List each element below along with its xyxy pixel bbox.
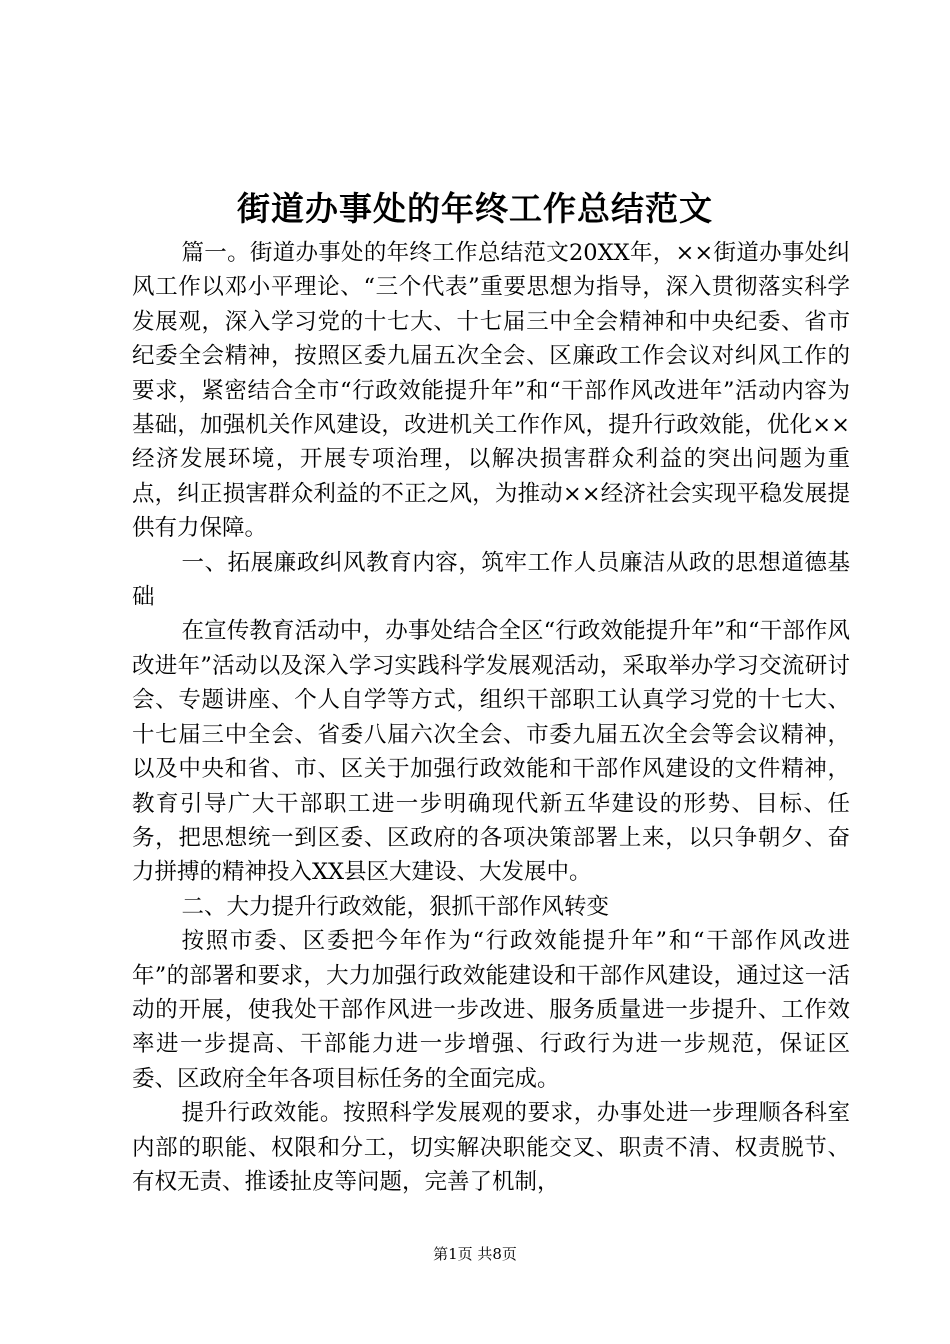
page-number-footer: 第1页 共8页 [433, 1245, 517, 1263]
document-title: 街道办事处的年终工作总结范文 [237, 189, 713, 228]
paragraph-efficiency: 提升行政效能。按照科学发展观的要求，办事处进一步理顺各科室内部的职能、权限和分工，切实解决职能交叉、职责不清、权责脱节、有权无责、推诿扯皮等问题，完善了机制， [132, 1100, 850, 1195]
paragraph-section-2: 按照市委、区委把今年作为“行政效能提升年”和“干部作风改进年”的部署和要求，大力加强行政效能建设和干部作风建设，通过这一活动的开展，使我处干部作风进一步改进、服务质量进一步提升、工作效率进一步提高、干部能力进一步增强、行政行为进一步规范，保证区委、区政府全年各项目标任务的全面完成。 [132, 928, 850, 1092]
section-heading-1: 一、拓展廉政纠风教育内容，筑牢工作人员廉洁从政的思想道德基础 [132, 549, 850, 611]
document-body [132, 236, 850, 1199]
section-heading-2: 二、大力提升行政效能，狠抓干部作风转变 [181, 893, 610, 920]
paragraph-section-1: 在宣传教育活动中，办事处结合全区“行政效能提升年”和“干部作风改进年”活动以及深入学习实践科学发展观活动，采取举办学习交流研讨会、专题讲座、个人自学等方式，组织干部职工认真学习党的十七大、十七届三中全会、省委八届六次全会、市委九届五次全会等会议精神，以及中央和省、市、区关于加强行政效能和干部作风建设的文件精神，教育引导广大干部职工进一步明确现代新五华建设的形势、目标、任务，把思想统一到区委、区政府的各项决策部署上来，以只争朝夕、奋力拼搏的精神投入XX县区大建设、大发展中。 [132, 618, 850, 886]
paragraph-intro: 篇一。街道办事处的年终工作总结范文20XX年，××街道办事处纠风工作以邓小平理论、“三个代表”重要思想为指导，深入贯彻落实科学发展观，深入学习党的十七大、十七届三中全会精神和中央纪委、省市纪委全会精神，按照区委九届五次全会、区廉政工作会议对纠风工作的要求，紧密结合全市“行政效能提升年”和“干部作风改进年”活动内容为基础，加强机关作风建设，改进机关工作作风，提升行政效能，优化××经济发展环境，开展专项治理，以解决损害群众利益的突出问题为重点，纠正损害群众利益的不正之风，为推动××经济社会实现平稳发展提供有力保障。 [132, 240, 850, 542]
